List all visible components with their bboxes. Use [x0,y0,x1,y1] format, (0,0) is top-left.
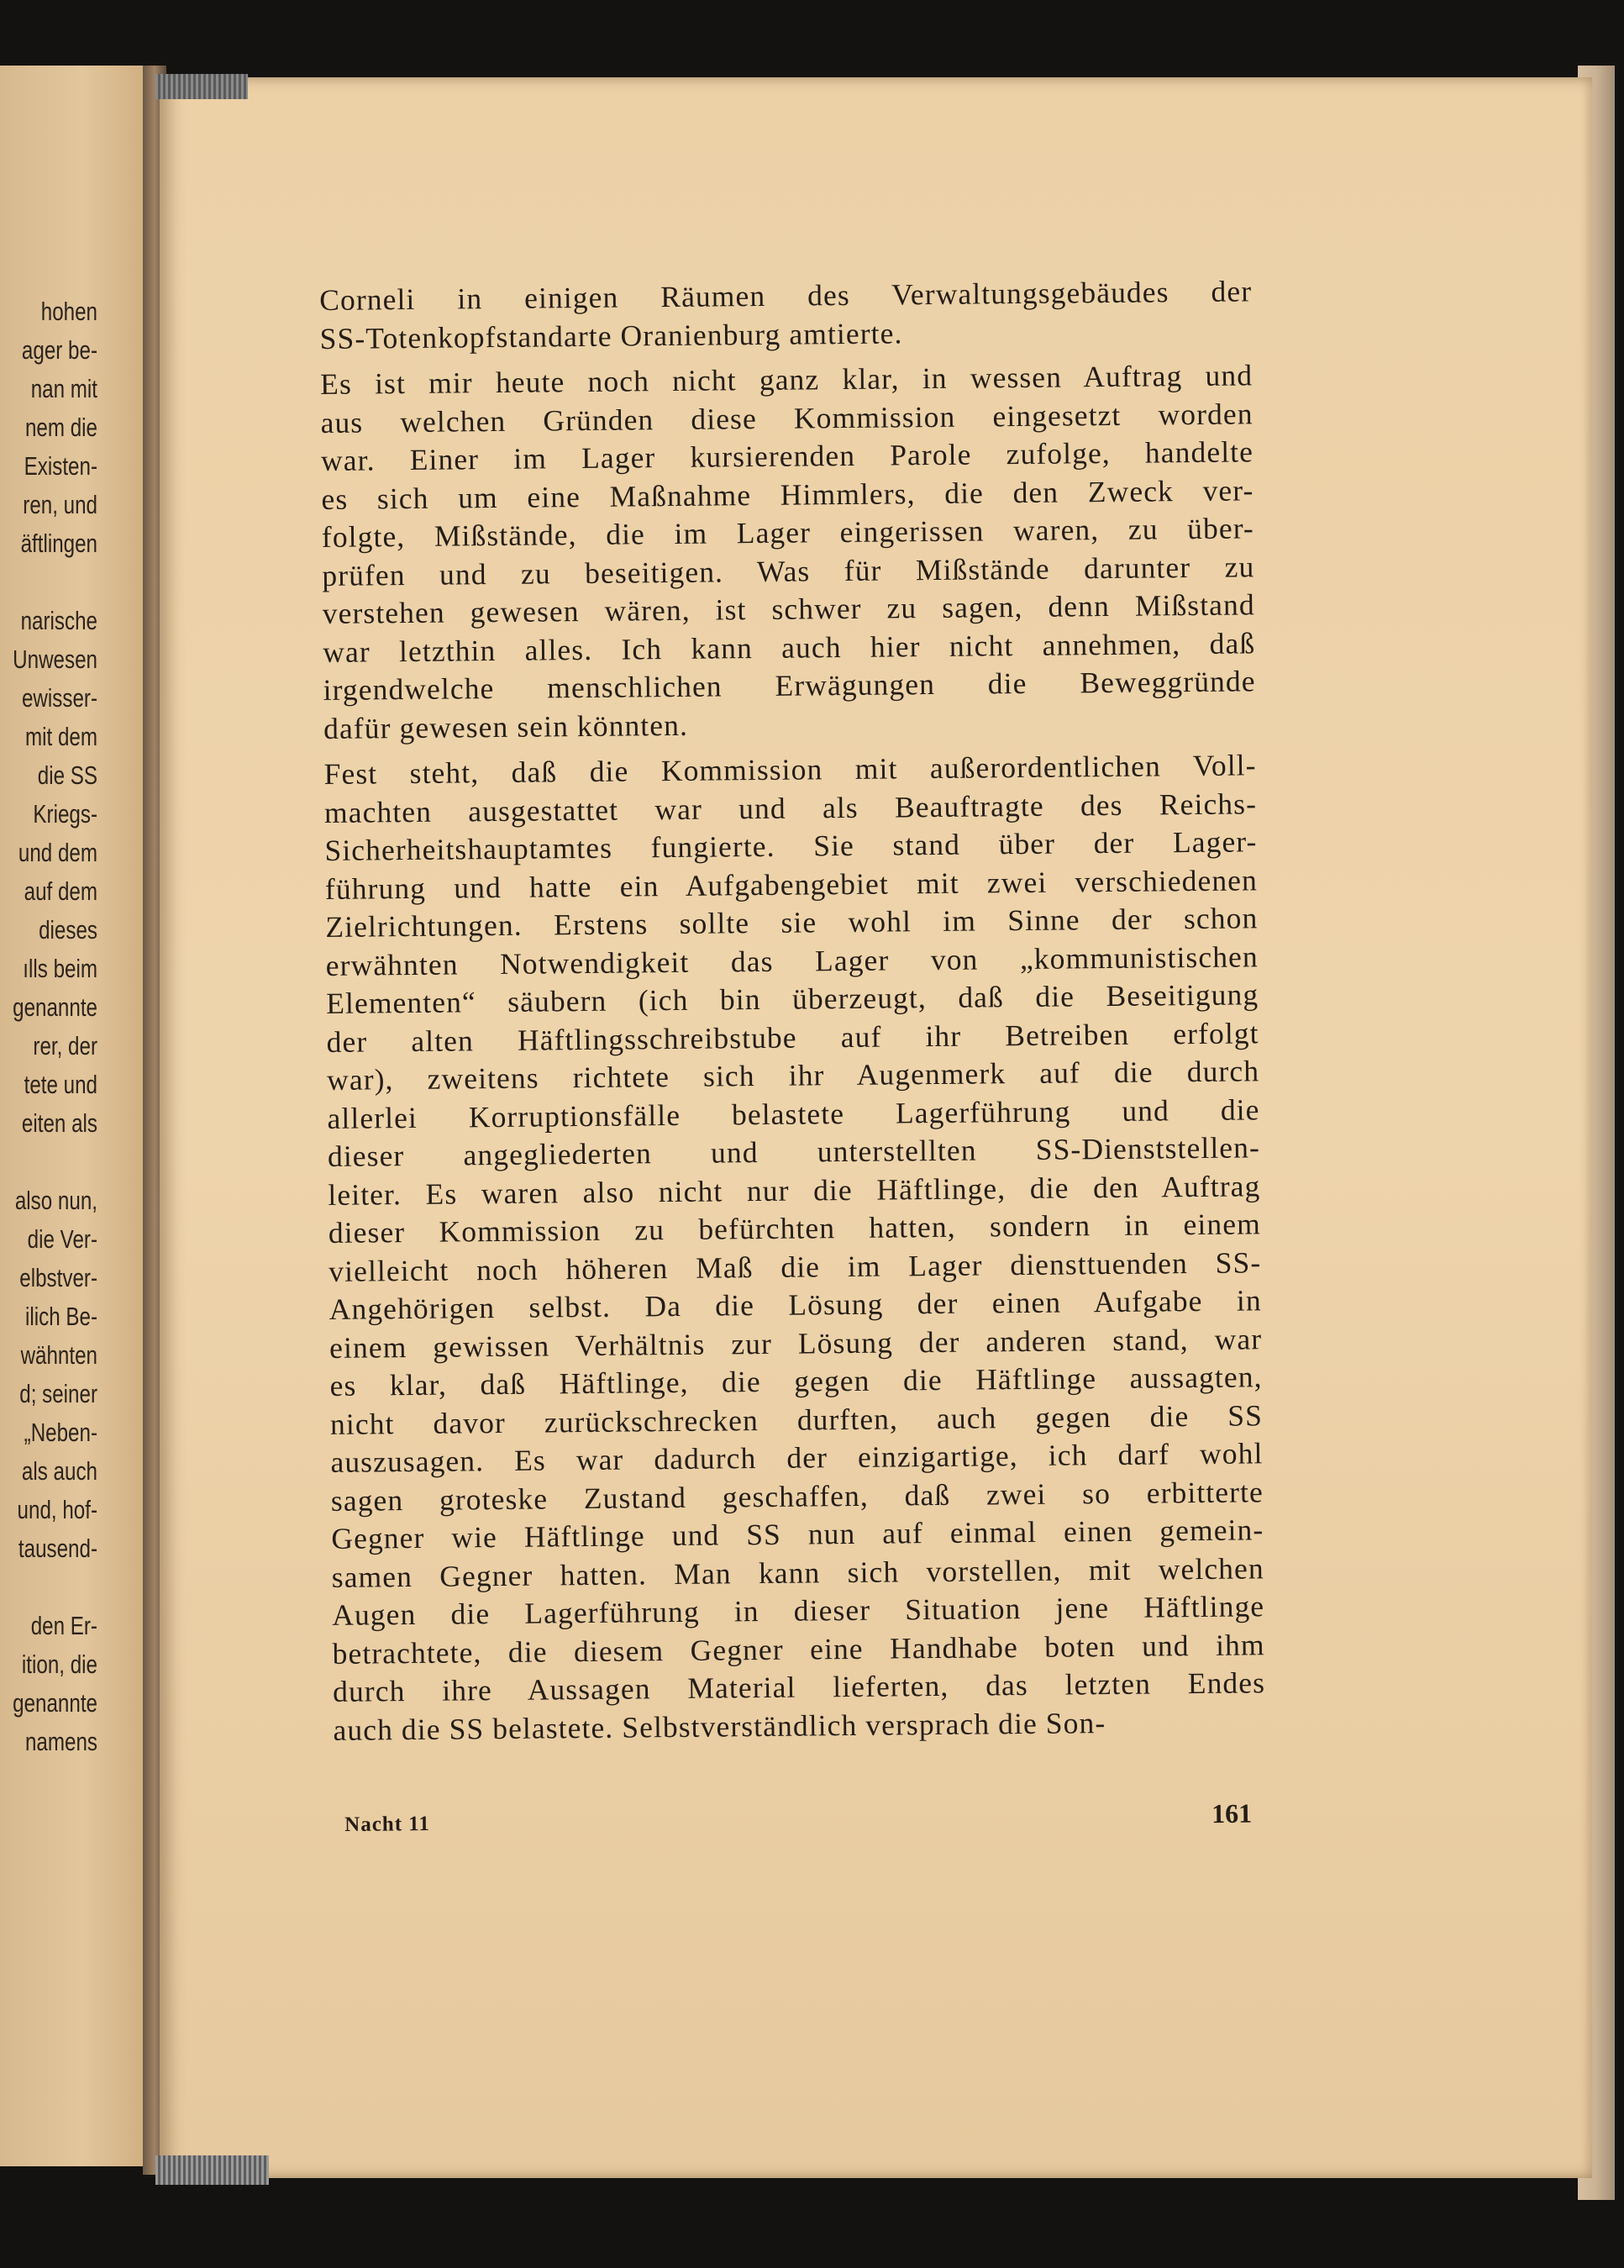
left-page-line: ewisser- [21,683,98,713]
binding-thread-top [155,74,248,99]
text-line: sagen groteske Zustand geschaffen, daß zwei so erbitterte [330,1474,1264,1518]
text-line: Elementen“ säubern (ich bin überzeugt, daß die Beseitigung [326,977,1259,1020]
text-line: SS-Totenkopfstandarte Oranienburg amtierte. [319,315,903,355]
left-page-line: eiten als [21,1108,97,1138]
left-page-line: äftlingen [20,529,97,558]
text-line: auch die SS belastete. Selbstverständlich versprach die Son- [333,1705,1106,1747]
text-line: vielleicht noch höheren Maß die im Lager diensttuenden SS- [328,1245,1262,1288]
text-line: führung und hatte ein Aufgabengebiet mit zwei verschiedenen [324,862,1259,906]
left-page-line: elbstver- [19,1263,97,1292]
paragraph [320,356,1256,748]
left-page-line: tausend- [18,1534,98,1563]
text-line: verstehen gewesen wären, ist schwer zu sagen, denn Mißstand [322,587,1255,630]
text-line: folgte, Mißstände, die im Lager eingerissen waren, zu über- [321,511,1255,554]
text-line: prüfen und zu beseitigen. Was für Mißstände darunter zu [322,549,1255,592]
left-page-line: nem die [24,413,97,442]
text-line: war letzthin alles. Ich kann auch hier nicht annehmen, daß [323,625,1256,669]
paragraph [319,272,1253,358]
text-line: allerlei Korruptionsfälle belastete Lagerführung und die [327,1092,1260,1135]
page-number: 161 [1211,1797,1253,1829]
left-page [0,66,150,2166]
left-page-line: nan mit [30,374,98,403]
text-line: dieser angegliederten und unterstellten SS-Dienststellen- [327,1130,1261,1173]
text-line: machten ausgestattet war und als Beauftragte des Reichs- [323,786,1258,829]
text-line: einem gewissen Verhältnis zur Lösung der anderen stand, war [328,1321,1263,1365]
left-page-line: Kriegs- [33,799,97,829]
left-page-line: dieses [39,915,97,945]
text-line: es sich um eine Maßnahme Himmlers, die den Zweck ver- [321,472,1254,516]
text-line: war), zweitens richtete sich ihr Augenmerk auf die durch [326,1054,1260,1097]
left-page-line: ren, und [23,490,97,519]
paragraph-gap [0,1568,97,1607]
left-page-line: narische [20,606,98,635]
left-page-line: und dem [18,838,98,867]
paragraph-gap [0,1143,97,1181]
left-page-line: mit dem [25,722,97,751]
left-page-line: den Er- [30,1611,98,1640]
left-page-line: rer, der [33,1031,98,1060]
text-line: der alten Häftlingsschreibstube auf ihr Betreiben erfolgt [326,1015,1259,1059]
text-line: auszusagen. Es war dadurch der einzigartige, ich darf wohl [330,1436,1264,1479]
left-page-line: ılls beim [23,954,97,983]
left-page-line: tete und [24,1070,97,1099]
left-page-line: genannte [13,1688,97,1718]
left-page-line: genannte [13,992,97,1022]
left-page-line: ilich Be- [24,1302,98,1331]
text-line: erwähnten Notwendigkeit das Lager von „kommunistischen [325,939,1259,982]
main-text-block [319,272,1266,1757]
left-page-line: wähnten [20,1340,97,1370]
text-line: Corneli in einigen Räumen des Verwaltungsgebäudes der [319,274,1253,317]
left-page-line: die SS [37,760,97,790]
left-page-line: namens [24,1727,97,1756]
page-footer [344,1798,1253,1857]
left-page-line: als auch [21,1456,97,1486]
left-page-line: Unwesen [13,645,97,674]
binding-thread-bottom [155,2155,269,2185]
paragraph-gap [0,563,97,602]
text-line: dafür gewesen sein könnten. [323,708,689,745]
left-page-line: „Neben- [24,1418,98,1447]
left-page-line: und, hof- [17,1495,98,1524]
left-page-line: hohen [40,297,98,326]
text-line: Augen die Lagerführung in dieser Situation jene Häftlinge [332,1589,1265,1632]
printer-signature: Nacht 11 [344,1813,431,1836]
text-line: betrachtete, die diesem Gegner eine Handhabe boten und ihm [332,1627,1265,1671]
text-line: samen Gegner hatten. Man kann sich vorstellen, mit welchen [331,1550,1264,1594]
left-page-line: ition, die [21,1650,97,1679]
text-line: Es ist mir heute noch nicht ganz klar, in wessen Auftrag und [319,358,1253,401]
text-line: es klar, daß Häftlinge, die gegen die Häftlinge aussagten, [329,1360,1263,1402]
left-page-line: auf dem [24,876,97,906]
left-page-text [0,292,97,1761]
text-line: dieser Kommission zu befürchten hatten, sondern in einem [328,1207,1262,1250]
text-line: Angehörigen selbst. Da die Lösung der einen Aufgabe in [328,1283,1262,1326]
left-page-line: ager be- [21,335,97,365]
text-line: aus welchen Gründen diese Kommission eingesetzt worden [320,396,1253,439]
text-line: Fest steht, daß die Kommission mit außerordentlichen Voll- [323,748,1257,791]
left-page-line: Existen- [24,451,97,481]
left-page-line: die Ver- [27,1224,97,1254]
text-line: leiter. Es waren also nicht nur die Häftlinge, die den Auftrag [328,1168,1261,1212]
text-line: Sicherheitshauptamtes fungierte. Sie stand über der Lager- [324,824,1258,867]
text-line: irgendwelche menschlichen Erwägungen die Beweggründe [323,664,1256,707]
left-page-line: d; seiner [19,1379,97,1408]
text-line: nicht davor zurückschrecken durften, auch gegen die SS [329,1397,1264,1441]
text-line: war. Einer im Lager kursierenden Parole zufolge, handelte [320,434,1254,477]
text-line: durch ihre Aussagen Material lieferten, das letzten Endes [332,1665,1266,1708]
left-page-line: also nun, [14,1186,98,1215]
text-line: Zielrichtungen. Erstens sollte sie wohl im Sinne der schon [325,901,1259,944]
text-line: Gegner wie Häftlinge und SS nun auf einmal einen gemein- [331,1513,1264,1555]
paragraph [323,746,1265,1750]
